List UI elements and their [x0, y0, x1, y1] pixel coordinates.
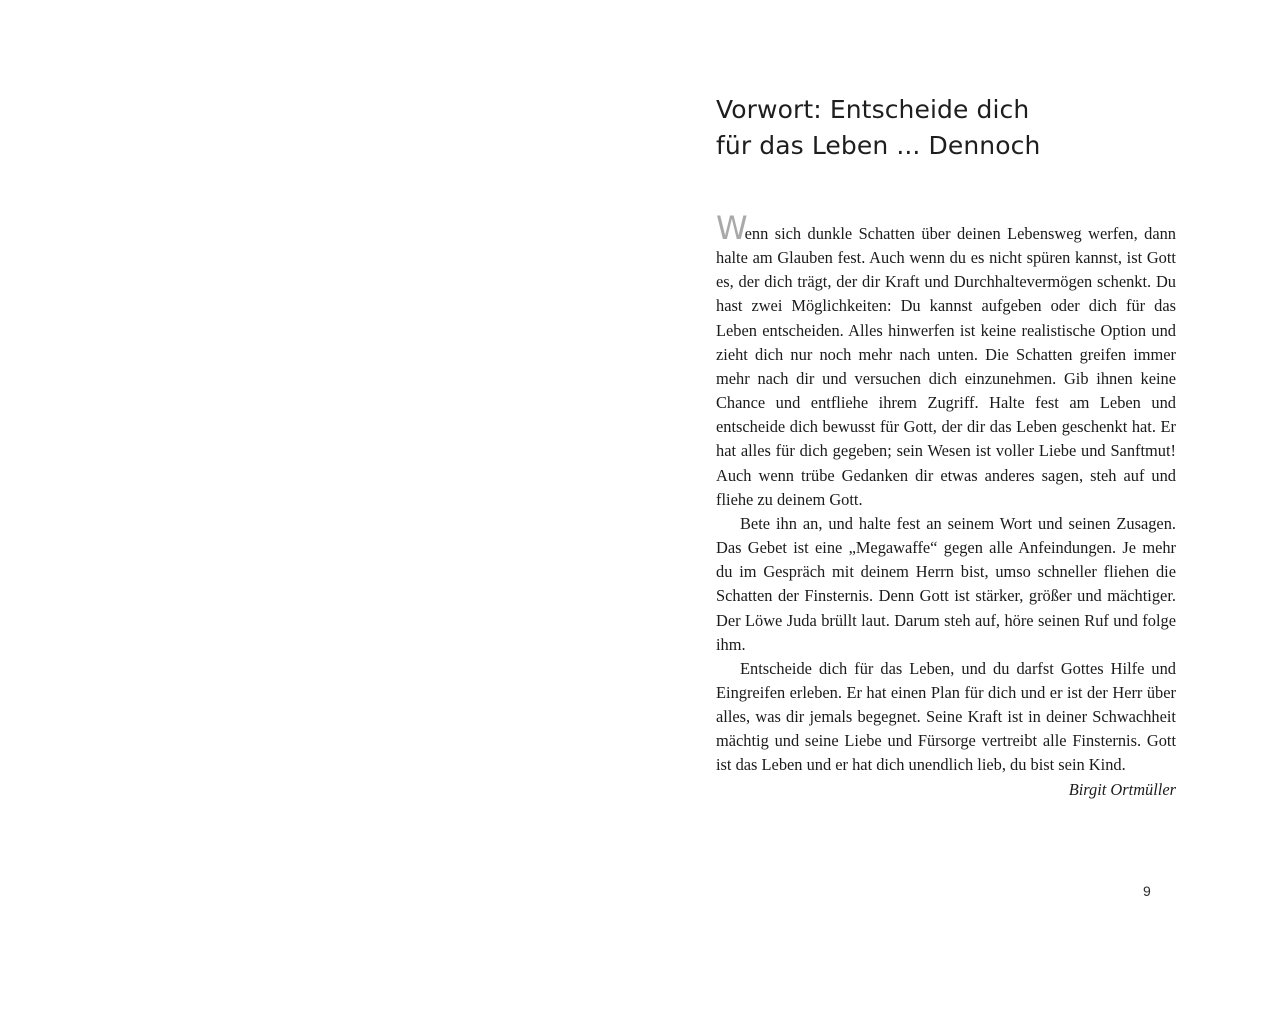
chapter-title-line-1: Vorwort: Entscheide dich — [716, 95, 1030, 124]
chapter-title — [716, 92, 1156, 164]
body-text — [716, 209, 1176, 802]
paragraph-1 — [716, 209, 1176, 512]
paragraph-2: Bete ihn an, und halte fest an seinem Wort und seinen Zusagen. Das Gebet ist eine „Megawaffe“ gegen alle Anfeindungen. Je mehr du im Gespräch mit deinem Herrn bist, umso schneller fliehen die Schatten der Finsternis. Denn Gott ist stärker, größer und mächtiger. Der Löwe Juda brüllt laut. Darum steh auf, höre seinen Ruf und folge ihm. — [716, 513, 1176, 654]
paragraph-1-text: enn sich dunkle Schatten über deinen Lebensweg werfen, dann halte am Glauben fest. Auch wenn du es nicht spüren kannst, ist Gott es, der dich trägt, der dir Kraft und Durchhaltevermögen schenkt. Du hast zwei Möglichkeiten: Du kannst aufgeben oder dich für das Leben entscheiden. Alles hinwerfen ist keine realistische Option und zieht dich nur noch mehr nach unten. Die Schatten greifen immer mehr nach dir und versuchen dich einzunehmen. Gib ihnen keine Chance und entfliehe ihrem Zugriff. Halte fest am Leben und entscheide dich bewusst für Gott, der dir das Leben geschenkt hat. Er hat alles für dich gegeben; sein Wesen ist voller Liebe und Sanftmut! Auch wenn trübe Gedanken dir etwas anderes sagen, steh auf und fliehe zu deinem Gott. — [716, 224, 1176, 509]
author-signature: Birgit Ortmüller — [1068, 779, 1176, 799]
paragraph-3: Entscheide dich für das Leben, und du darfst Gottes Hilfe und Eingreifen erleben. Er hat einen Plan für dich und er ist der Herr über alles, was dir jemals begegnet. Seine Kraft ist in deiner Schwachheit mächtig und seine Liebe und Fürsorge vertreibt alle Finsternis. Gott ist das Leben und er hat dich unendlich lieb, du bist sein Kind. — [716, 658, 1176, 775]
right-page — [640, 0, 1280, 1019]
page-number: 9 — [1143, 883, 1151, 899]
chapter-title-line-2: für das Leben ... Dennoch — [716, 131, 1041, 160]
drop-cap: W — [716, 209, 745, 247]
